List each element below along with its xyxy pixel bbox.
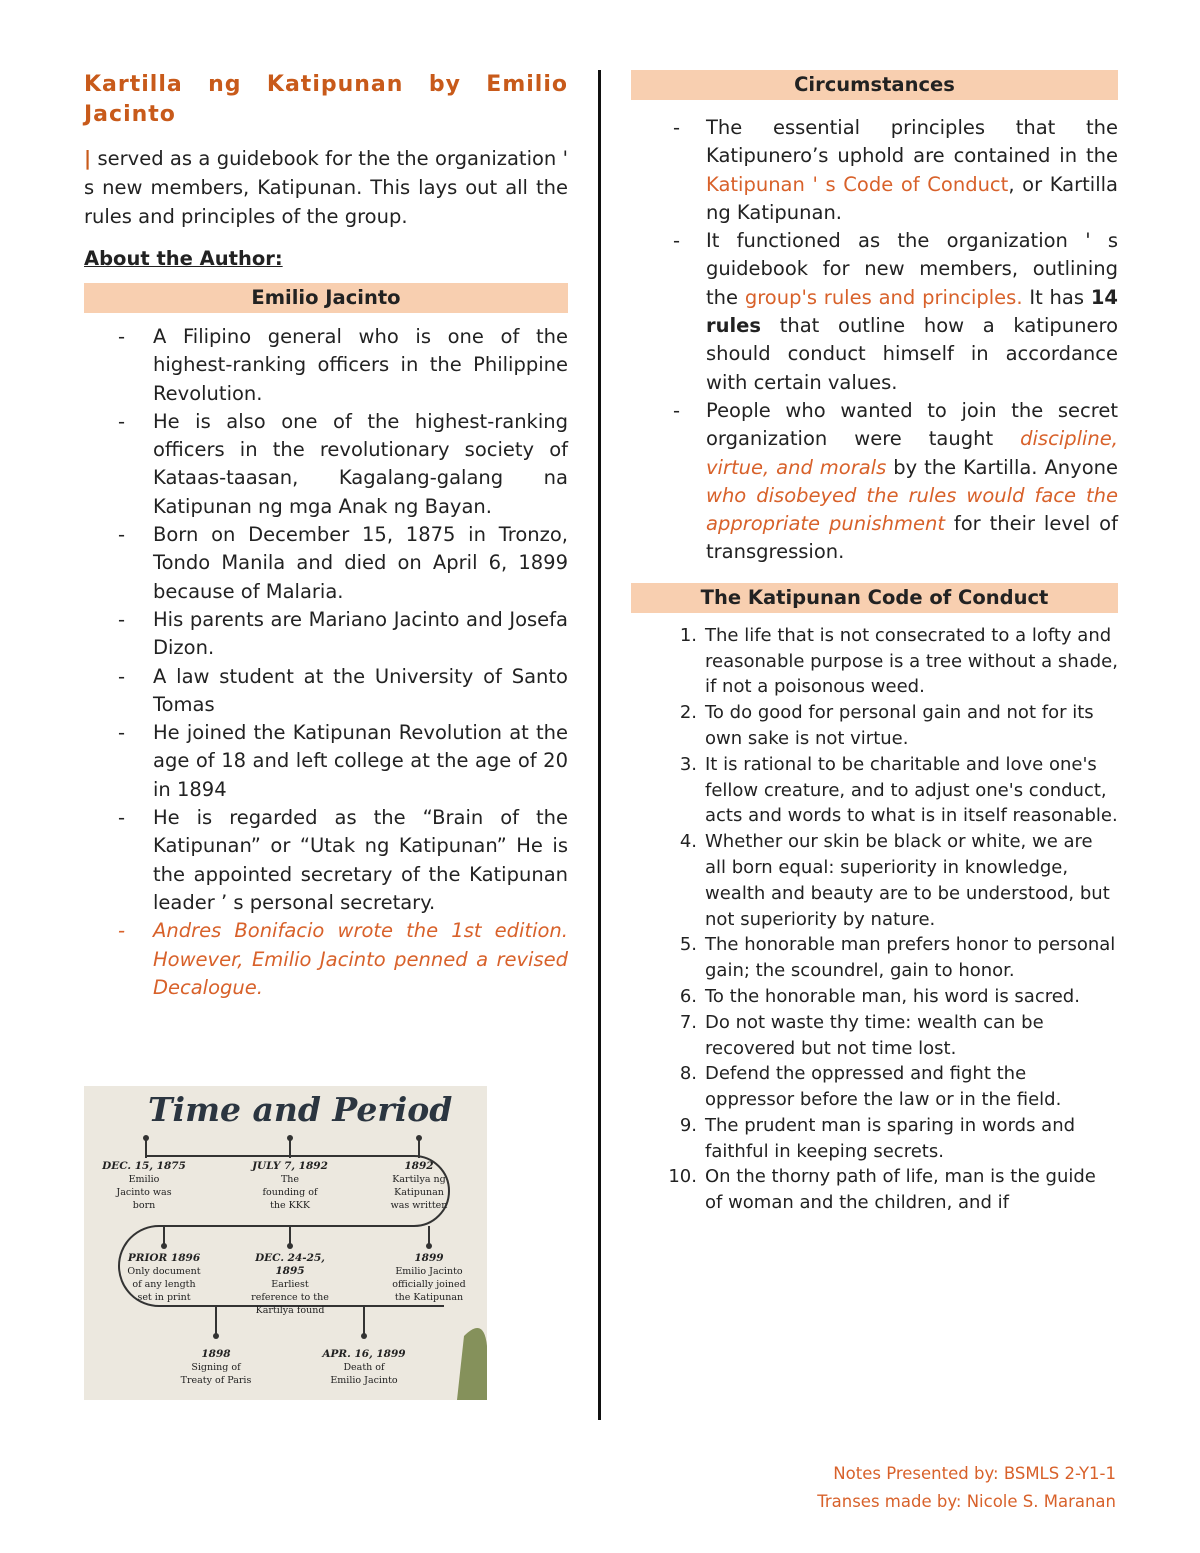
list-item: 3. It is rational to be charitable and love one's fellow creature, and to adjust one's conduct, acts and words to what is in itself reasonable. [679,753,1118,827]
code-of-conduct-header: The Katipunan Code of Conduct [631,583,1118,613]
timeline-event: 1899 Emilio Jacinto officially joined the Katipunan [392,1252,466,1303]
footer-transes-by: Transes made by: Nicole S. Maranan [817,1492,1116,1511]
timeline-event: JULY 7, 1892 The founding of the KKK [252,1160,328,1211]
list-item: 5. The honorable man prefers honor to personal gain; the scoundrel, gain to honor. [679,934,1116,982]
intro-paragraph [84,144,568,231]
list-item: 6. To the honorable man, his word is sacred. [679,985,1080,1007]
document-title-line1: Kartilla ng Katipunan by Emilio [84,72,568,97]
list-item: - People who wanted to join the secret organization were taught discipline, virtue, and morals by the Kartilla. Anyone who disobeyed the rules would face the appropriate punishment for their level of transgression. [673,398,1118,564]
list-item: 2. To do good for personal gain and not for its own sake is not virtue. [679,702,1094,749]
timeline-event: PRIOR 1896 Only document of any length set in print [127,1252,201,1303]
document-title-line2: Jacinto [84,102,176,127]
list-item: 4. Whether our skin be black or white, we are all born equal: superiority in knowledge, wealth and beauty are to be understood, but not superiority by nature. [679,831,1110,930]
about-author-heading: About the Author: [84,247,283,270]
list-item: 1. The life that is not consecrated to a lofty and reasonable purpose is a tree without a shade, if not a poisonous weed. [679,624,1118,698]
column-divider [598,70,601,1420]
timeline-title: Time and Period [148,1090,453,1129]
list-item: - His parents are Mariano Jacinto and Josefa Dizon. [118,607,568,660]
list-item: 10. On the thorny path of life, man is the guide of woman and the children, and if [668,1166,1096,1214]
author-section-header: Emilio Jacinto [84,283,568,313]
list-item: - It functioned as the organization ' s guidebook for new members, outlining the group's rules and principles. It has 14 rules that outline how a katipunero should conduct himself in accordance with certain values. [673,229,1118,394]
list-item: - Born on December 15, 1875 in Tronzo, Tondo Manila and died on April 6, 1899 because of Malaria. [118,523,568,603]
timeline-event: DEC. 15, 1875 Emilio Jacinto was born [102,1160,186,1211]
code-of-conduct-rules [631,623,1118,1216]
footer-presented-by: Notes Presented by: BSMLS 2-Y1-1 [833,1464,1116,1483]
timeline-event: DEC. 24-25, 1895 Earliest reference to the Kartilya found [251,1252,329,1316]
list-item: 9. The prudent man is sparing in words and faithful in keeping secrets. [679,1114,1076,1162]
timeline-event: APR. 16, 1899 Death of Emilio Jacinto [322,1348,406,1386]
list-item: - He is regarded as the “Brain of the Katipunan” or “Utak ng Katipunan” He is the appointed secretary of the Katipunan leader ’ s personal secretary. [118,806,568,914]
list-item: 7. Do not waste thy time: wealth can be recovered but not time lost. [679,1011,1044,1059]
circumstances-header: Circumstances [631,70,1118,100]
intro-text: served as a guidebook for the the organization ' s new members, Katipunan. This lays out all the rules and principles of the group. [84,147,568,228]
timeline-event: 1898 Signing of Treaty of Paris [180,1348,252,1386]
circumstances-bullets [631,114,1118,567]
intro-bar: | [84,147,92,170]
author-bullets [84,323,568,1002]
list-item: - He joined the Katipunan Revolution at the age of 18 and left college at the age of 20 in 1894 [118,721,568,801]
left-column [84,70,568,1002]
highlight-list-item: - Andres Bonifacio wrote the 1st edition. However, Emilio Jacinto penned a revised Decalogue. [118,919,568,999]
list-item: - He is also one of the highest-ranking officers in the revolutionary society of Kataas-taasan, Kagalang-galang na Katipunan ng mga Anak ng Bayan. [118,409,568,518]
timeline-event: 1892 Kartilya ng Katipunan was written [390,1160,448,1211]
timeline-graphic [84,1086,487,1400]
list-item: - The essential principles that the Katipunero’s uphold are contained in the Katipunan ' s Code of Conduct, or Kartilla ng Katipunan. [673,116,1118,224]
timeline-lines [84,1086,487,1400]
footer-credits [817,1460,1116,1516]
list-item: 8. Defend the oppressed and fight the oppressor before the law or in the field. [679,1063,1062,1111]
list-item: - A law student at the University of Santo Tomas [118,664,568,716]
right-column [631,70,1118,1216]
list-item: - A Filipino general who is one of the highest-ranking officers in the Philippine Revolution. [118,325,568,405]
